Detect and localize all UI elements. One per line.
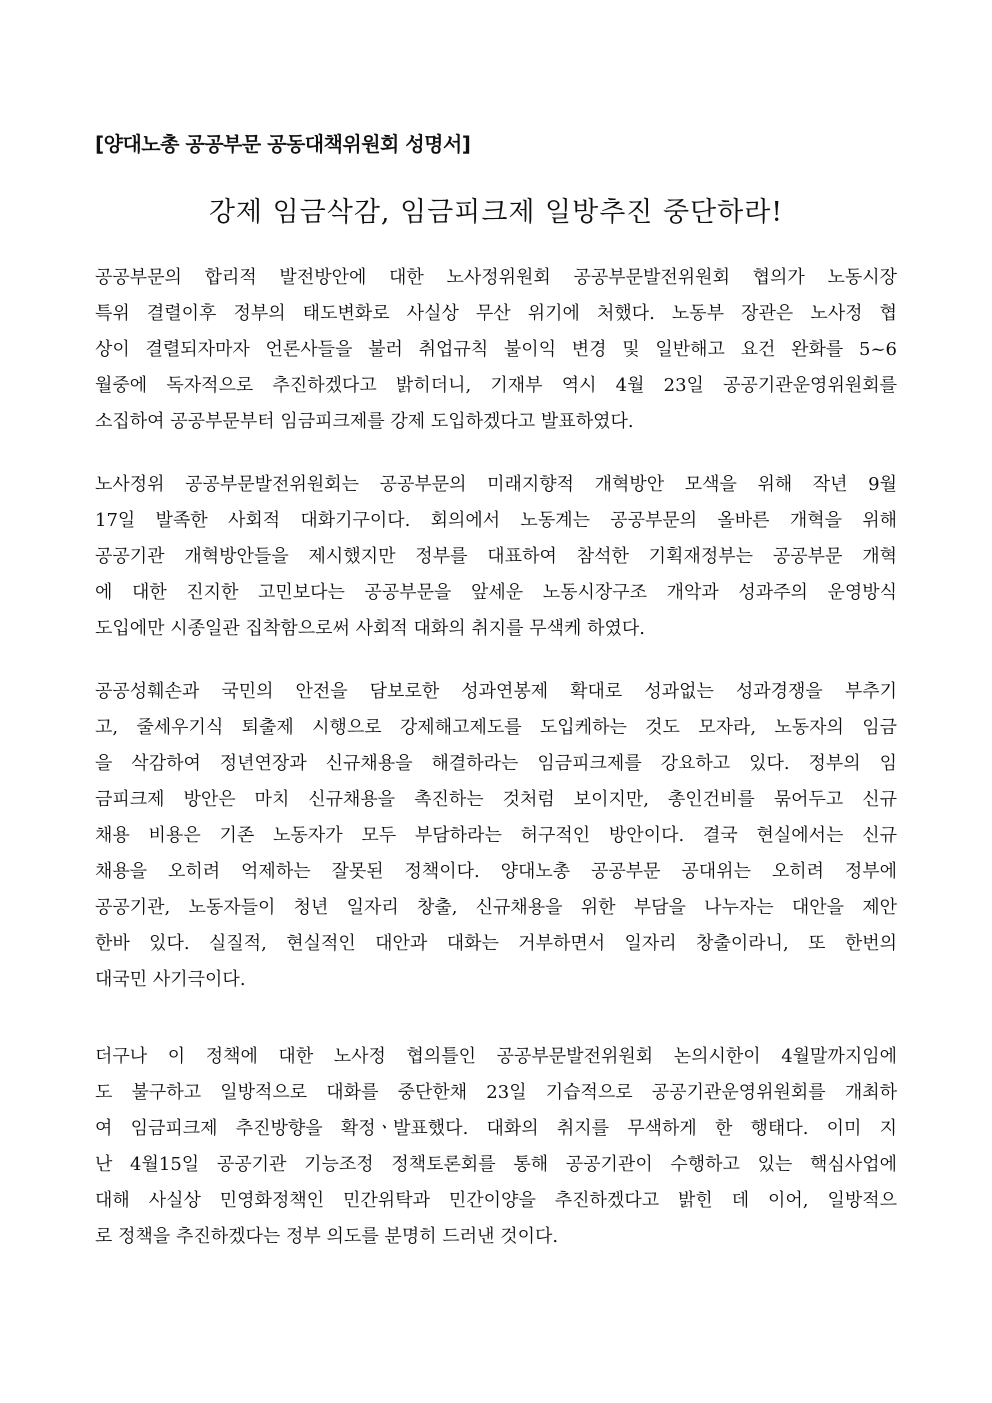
paragraph-line: 대국민 사기극이다.: [95, 969, 246, 990]
paragraph-line: 에 대한 진지한 고민보다는 공공부문을 앞세운 노동시장구조 개악과 성과주의 운영방식: [95, 582, 897, 603]
paragraph-line: 공공성훼손과 국민의 안전을 담보로한 성과연봉제 확대로 성과없는 성과경쟁을 부추기: [95, 681, 897, 702]
paragraph-4: [95, 1039, 897, 1255]
paragraph-line: 17일 발족한 사회적 대화기구이다. 회의에서 노동계는 공공부문의 올바른 개혁을 위해: [95, 510, 897, 531]
paragraph-1: [95, 260, 897, 440]
paragraph-line: 대해 사실상 민영화정책인 민간위탁과 민간이양을 추진하겠다고 밝힌 데 이어, 일방적으: [95, 1190, 897, 1211]
paragraph-line: 특위 결렬이후 정부의 태도변화로 사실상 무산 위기에 처했다. 노동부 장관은 노사정 협: [95, 303, 897, 324]
paragraph-line: 을 삭감하여 정년연장과 신규채용을 해결하라는 임금피크제를 강요하고 있다. 정부의 임: [95, 753, 897, 774]
paragraph-line: 로 정책을 추진하겠다는 정부 의도를 분명히 드러낸 것이다.: [95, 1226, 559, 1247]
paragraph-line: 더구나 이 정책에 대한 노사정 협의틀인 공공부문발전위원회 논의시한이 4월말까지임에: [95, 1046, 897, 1067]
paragraph-line: 난 4월15일 공공기관 기능조정 정책토론회를 통해 공공기관이 수행하고 있는 핵심사업에: [95, 1154, 897, 1175]
paragraph-line: 금피크제 방안은 마치 신규채용을 촉진하는 것처럼 보이지만, 총인건비를 묶어두고 신규: [95, 789, 897, 810]
paragraph-line: 노사정위 공공부문발전위원회는 공공부문의 미래지향적 개혁방안 모색을 위해 작년 9월: [95, 474, 897, 495]
paragraph-line: 공공부문의 합리적 발전방안에 대한 노사정위원회 공공부문발전위원회 협의가 노동시장: [95, 267, 897, 288]
paragraph-line: 여 임금피크제 추진방향을 확정ㆍ발표했다. 대화의 취지를 무색하게 한 행태다. 이미 지: [95, 1118, 897, 1139]
paragraph-line: 월중에 독자적으로 추진하겠다고 밝히더니, 기재부 역시 4월 23일 공공기관운영위원회를: [95, 375, 897, 396]
paragraph-line: 공공기관 개혁방안들을 제시했지만 정부를 대표하여 참석한 기획재정부는 공공부문 개혁: [95, 546, 897, 567]
paragraph-line: 공공기관, 노동자들이 청년 일자리 창출, 신규채용을 위한 부담을 나누자는 대안을 제안: [95, 897, 897, 918]
paragraph-line: 채용을 오히려 억제하는 잘못된 정책이다. 양대노총 공공부문 공대위는 오히려 정부에: [95, 861, 897, 882]
paragraph-line: 고, 줄세우기식 퇴출제 시행으로 강제해고제도를 도입케하는 것도 모자라, 노동자의 임금: [95, 717, 897, 738]
paragraph-2: [95, 467, 897, 647]
paragraph-line: 채용 비용은 기존 노동자가 모두 부담하라는 허구적인 방안이다. 결국 현실에서는 신규: [95, 825, 897, 846]
document-title: 강제 임금삭감, 임금피크제 일방추진 중단하라!: [208, 197, 784, 228]
statement-header-label: [양대노총 공공부문 공동대책위원회 성명서]: [95, 132, 471, 156]
paragraph-line: 상이 결렬되자마자 언론사들을 불러 취업규칙 불이익 변경 및 일반해고 요건 완화를 5~6: [95, 339, 897, 360]
paragraph-line: 도 불구하고 일방적으로 대화를 중단한채 23일 기습적으로 공공기관운영위원회를 개최하: [95, 1082, 897, 1103]
paragraph-3: [95, 674, 897, 998]
paragraph-line: 도입에만 시종일관 집착함으로써 사회적 대화의 취지를 무색케 하였다.: [95, 618, 646, 639]
paragraph-line: 소집하여 공공부문부터 임금피크제를 강제 도입하겠다고 발표하였다.: [95, 411, 634, 432]
paragraph-line: 한바 있다. 실질적, 현실적인 대안과 대화는 거부하면서 일자리 창출이라니, 또 한번의: [95, 933, 897, 954]
